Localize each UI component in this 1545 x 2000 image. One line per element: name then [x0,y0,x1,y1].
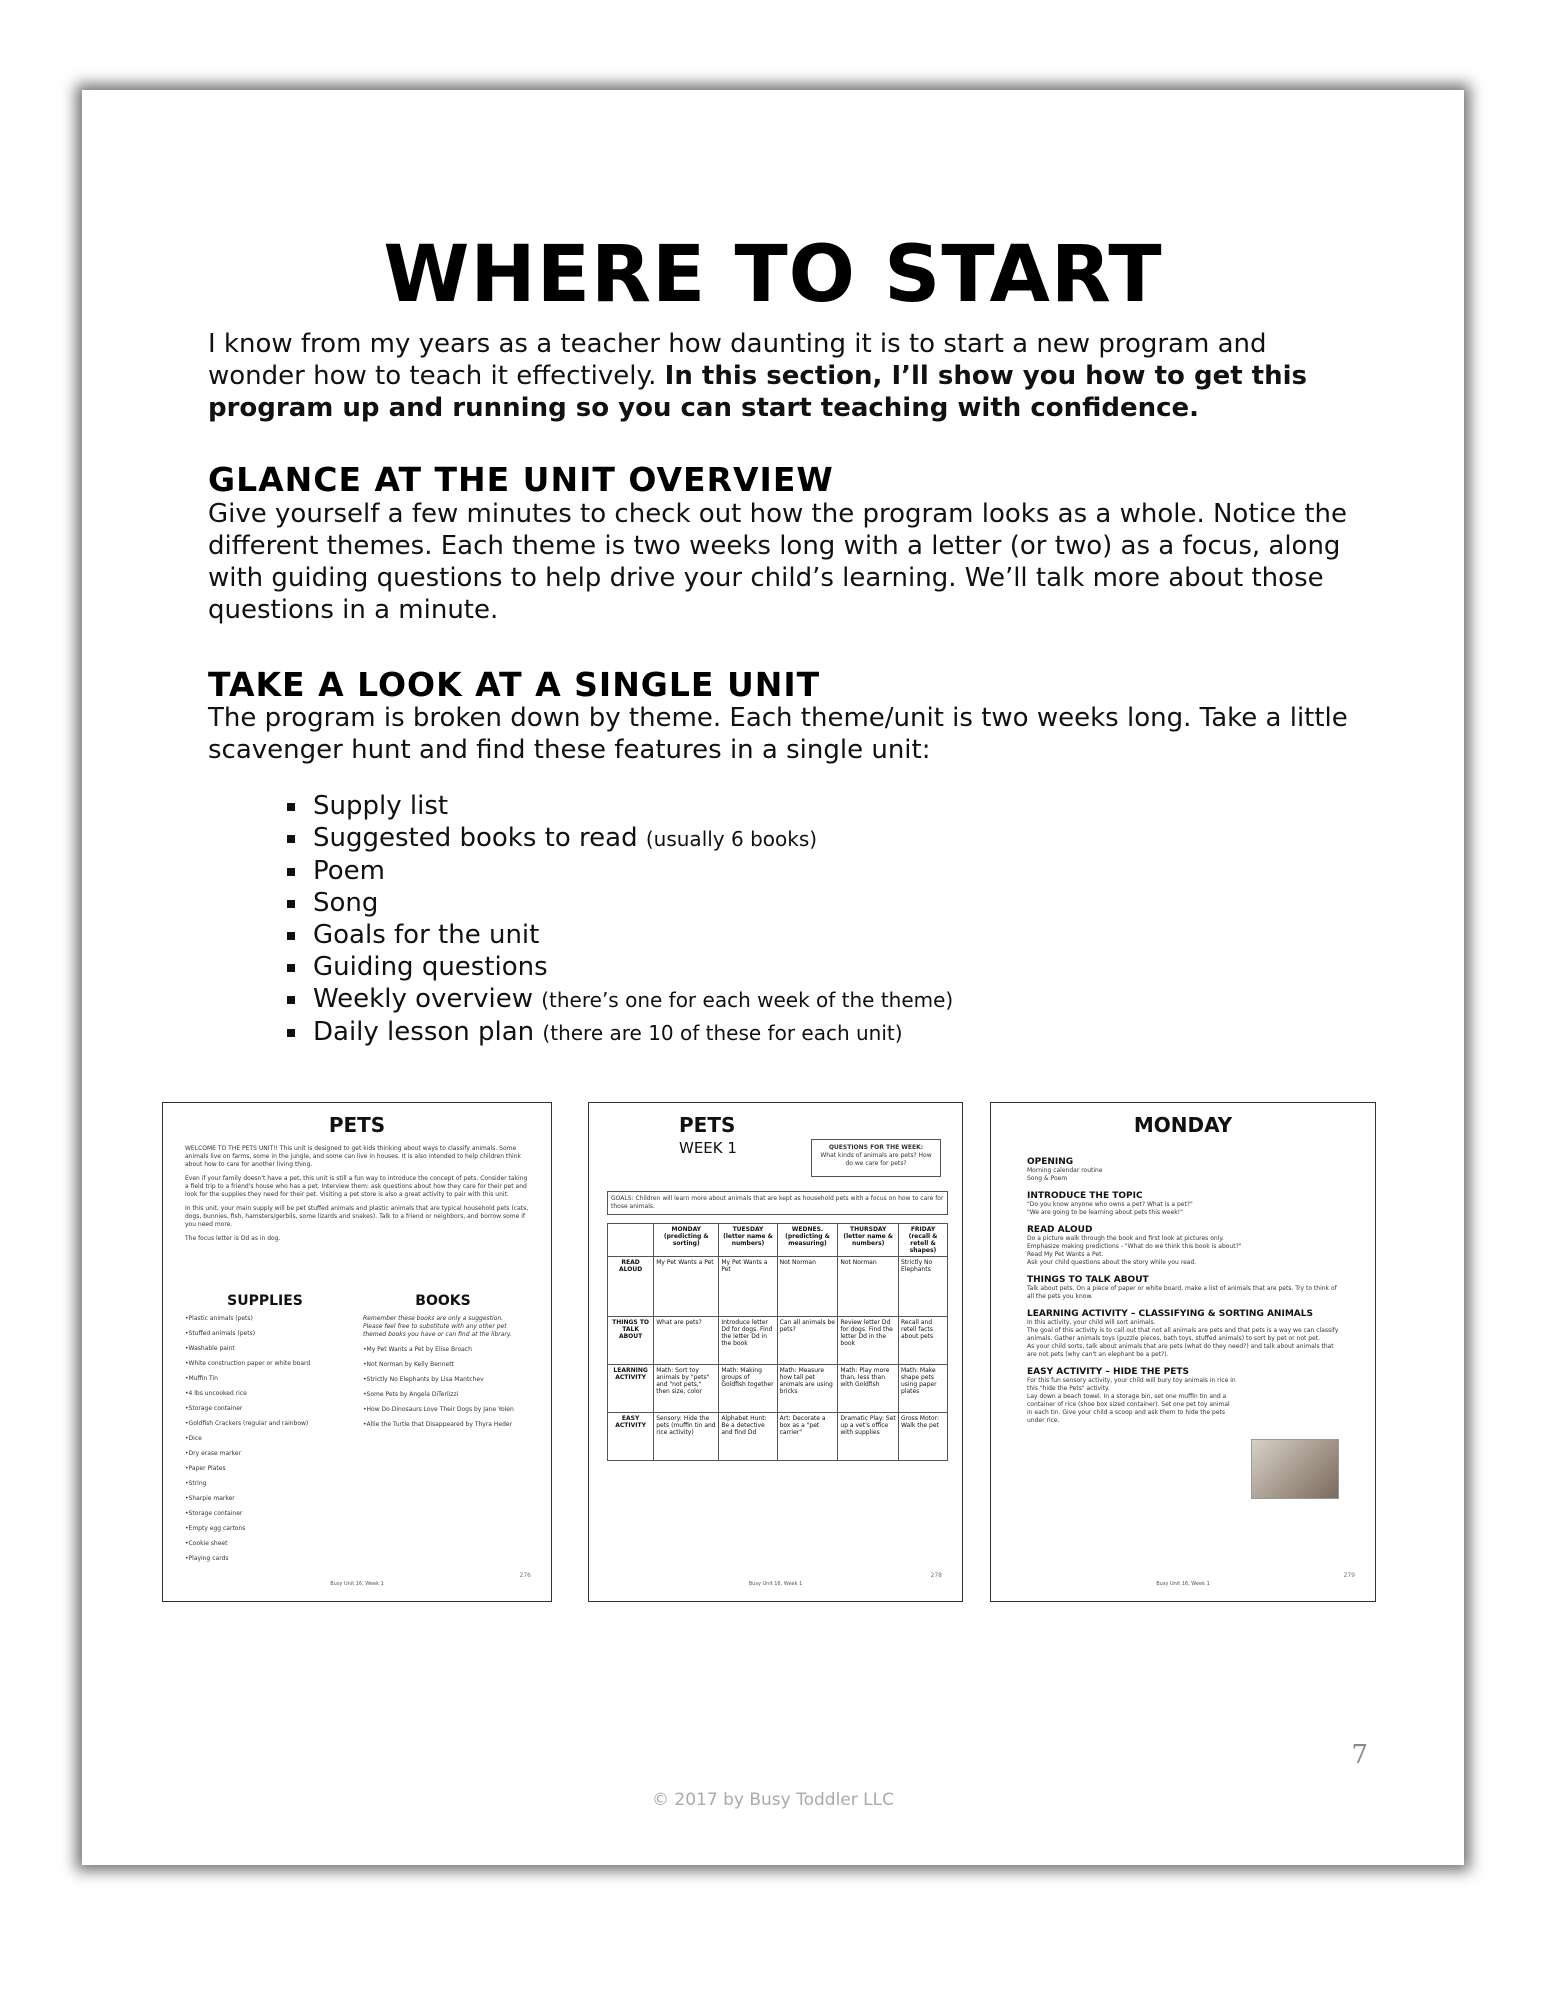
lesson-section-line: Morning calendar routine [1027,1167,1103,1174]
document-page [82,90,1464,1865]
lesson-section-heading: LEARNING ACTIVITY – CLASSIFYING & SORTING ANIMALS [1027,1309,1313,1319]
feature-note: (there’s one for each week of the theme) [541,988,954,1012]
feature-item [287,790,953,822]
feature-label: Supply list [313,791,449,821]
supply-item: •Dice [185,1435,202,1442]
feature-item [287,822,953,855]
table-cell: My Pet Wants a Pet [719,1257,777,1317]
intro-plain-text: I know from my years as a teacher how daunting it is to start a new program and wonder how to teach it effectively. [208,329,1267,391]
table-cell: Not Norman [838,1257,899,1317]
lesson-sections [1027,1149,1345,1425]
table-cell: Math: Measure how tall pet animals are using bricks [777,1365,838,1413]
section-heading-unit-overview: GLANCE AT THE UNIT OVERVIEW [208,460,834,499]
goals-box: GOALS: Children will learn more about animals that are kept as household pets with a focus on how to care for those animals. [607,1191,948,1215]
feature-label: Song [313,888,379,918]
thumbnail-page-number: 276 [519,1572,531,1579]
section-body-unit-overview: Give yourself a few minutes to check out how the program looks as a whole. Notice the different themes. Each theme is two weeks long with a letter (or two) as a focus, along with guiding questions to help drive your child’s learning. We’ll talk more about those questions in a minute. [208,499,1347,625]
section-heading-single-unit: TAKE A LOOK AT A SINGLE UNIT [208,665,821,704]
supply-item: •Goldfish Crackers (regular and rainbow) [185,1420,309,1427]
books-heading: BOOKS [415,1293,471,1309]
feature-item [287,855,953,887]
page-number: 7 [1351,1740,1368,1770]
thumbnail-footer: Busy Unit 16, Week 1 [748,1581,803,1587]
feature-label: Goals for the unit [313,920,540,950]
book-item: •Strictly No Elephants by Lisa Mantchev [363,1376,484,1383]
table-header-row [608,1224,948,1257]
table-row [608,1413,948,1461]
books-note: Remember these books are only a suggestion. Please feel free to substitute with any other pet themed books you have or can find at the library. [363,1315,512,1338]
lesson-section-line: Ask your child questions about the story while you read. [1027,1259,1197,1266]
intro-paragraph [208,328,1348,424]
feature-label: Guiding questions [313,952,548,982]
feature-list [287,790,953,1049]
supply-item: •String [185,1480,207,1487]
book-item: •Allie the Turtle that Disappeared by Thyra Heder [363,1421,513,1428]
feature-note: (there are 10 of these for each unit) [542,1021,903,1045]
row-label: READ ALOUD [608,1257,654,1317]
lesson-section-line: Lay down a beach towel. In a storage bin, set one muffin tin and a container of rice (shoe box sized container). Set one pet toy animal in each tin. Give your child a scoop and ask them to hide the pets under rice. [1027,1393,1230,1424]
day-header: WEDNES. (predicting & measuring) [777,1224,838,1257]
lesson-section-line: Talk about pets. On a piece of paper or white board, make a list of animals that are pets. Try to think of all the pets you know. [1027,1285,1337,1300]
lesson-section-heading: INTRODUCE THE TOPIC [1027,1191,1143,1201]
lesson-section-line: Read My Pet Wants a Pet. [1027,1251,1104,1258]
lesson-section-line: "Do you know anyone who owns a pet? What is a pet?" [1027,1201,1193,1208]
supply-item: •Sharpie marker [185,1495,235,1502]
table-cell: What are pets? [654,1317,719,1365]
books-column [363,1293,523,1436]
thumbnail-footer: Busy Unit 16, Week 1 [1156,1581,1210,1587]
copyright-footer: © 2017 by Busy Toddler LLC [652,1790,894,1810]
day-header: TUESDAY (letter name & numbers) [719,1224,777,1257]
thumbnail-title: MONDAY [1133,1113,1233,1137]
thumbnail-intro [185,1145,529,1249]
row-label: LEARNING ACTIVITY [608,1365,654,1413]
supply-item: •White construction paper or white board [185,1360,311,1367]
table-cell: Art: Decorate a box as a "pet carrier" [777,1413,838,1461]
day-header: THURSDAY (letter name & numbers) [838,1224,899,1257]
feature-note: (usually 6 books) [645,827,818,851]
table-row [608,1317,948,1365]
table-cell: Math: Play more than, less than with Goldfish [838,1365,899,1413]
thumbnail-intro-line: WELCOME TO THE PETS UNIT!! This unit is designed to get kids thinking about ways to classify animals. Some animals live on farms, some in the jungle, and some can live in houses. It is also intended to help children think about how to care for another living thing. [185,1145,522,1168]
week-label: WEEK 1 [679,1139,737,1157]
table-corner-cell [608,1224,654,1257]
lesson-section-line: Do a picture walk through the book and first look at pictures only. [1027,1235,1224,1242]
feature-label: Daily lesson plan [313,1017,535,1047]
supply-item: •Washable paint [185,1345,235,1352]
supply-item: •Playing cards [185,1555,229,1562]
table-cell: Introduce letter Dd for dogs. Find the letter Dd in the book [719,1317,777,1365]
thumbnail-title: PETS [679,1113,736,1137]
day-header: MONDAY (predicting & sorting) [654,1224,719,1257]
lesson-section-line: Emphasize making predictions - "What do we think this book is about?" [1027,1243,1242,1250]
supply-item: •Dry erase marker [185,1450,242,1457]
book-item: •How Do Dinosaurs Love Their Dogs by Jane Yolen [363,1406,514,1413]
intro-bold-text: In this section, I’ll show you how to get this program up and running so you can start teaching with confidence. [208,361,1308,423]
feature-item [287,951,953,983]
thumbnail-daily-lesson [990,1102,1376,1602]
activity-photo [1251,1439,1339,1499]
table-cell: Can all animals be pets? [777,1317,838,1365]
table-cell: Review letter Dd for dogs. Find the letter Dd in the book [838,1317,899,1365]
thumbnail-page-number: 278 [930,1572,942,1579]
row-label: EASY ACTIVITY [608,1413,654,1461]
thumbnail-weekly-overview [588,1102,963,1602]
feature-item [287,919,953,951]
thumbnail-intro-line: Even if your family doesn't have a pet, this unit is still a fun way to introduce the concept of pets. Consider taking a field trip to a friend's house who has a pet. Interview them: ask questions about how they care for their pet and look for the supplies they need for their pet. Visiting a pet store is also a great activity to pair with this unit. [185,1175,528,1198]
supply-item: •Paper Plates [185,1465,226,1472]
feature-item [287,887,953,919]
supply-item: •Stuffed animals (pets) [185,1330,256,1337]
table-cell: Alphabet Hunt: Be a detective and find Dd [719,1413,777,1461]
supply-item: •Storage container [185,1510,243,1517]
row-label: THINGS TO TALK ABOUT [608,1317,654,1365]
table-cell: Not Norman [777,1257,838,1317]
lesson-section-line: For this fun sensory activity, your child will bury toy animals in rice in this "hide the Pets" activity. [1027,1377,1236,1392]
supply-item: •Empty egg cartons [185,1525,246,1532]
lesson-section-line: As your child sorts, talk about animals that are pets (what do they need?) and talk about animals that are not pets (why can't an elephant be a pet?). [1027,1343,1334,1358]
weekly-table [607,1223,948,1461]
lesson-section-heading: THINGS TO TALK ABOUT [1027,1275,1149,1285]
thumbnail-pets-overview [162,1102,552,1602]
lesson-section-heading: READ ALOUD [1027,1225,1093,1235]
table-cell: My Pet Wants a Pet [654,1257,719,1317]
table-cell: Math: Make shape pets using paper plates [898,1365,947,1413]
lesson-section-heading: OPENING [1027,1157,1074,1167]
questions-box [811,1139,941,1177]
table-cell: Gross Motor: Walk the pet [898,1413,947,1461]
lesson-section-heading: EASY ACTIVITY – HIDE THE PETS [1027,1367,1189,1377]
table-row [608,1257,948,1317]
feature-label: Suggested books to read [313,823,638,853]
book-item: •Not Norman by Kelly Bennett [363,1361,454,1368]
day-header: FRIDAY (recall & retell & shapes) [898,1224,947,1257]
table-cell: Strictly No Elephants [898,1257,947,1317]
table-cell: Math: Making groups of Goldfish together [719,1365,777,1413]
book-item: •My Pet Wants a Pet by Elise Broach [363,1346,472,1353]
table-cell: Math: Sort toy animals by "pets" and "not pets," then size, color [654,1365,719,1413]
thumbnail-intro-line: In this unit, your main supply will be pet stuffed animals and plastic animals that are typical household pets (cats, dogs, bunnies, fish, hamsters/gerbils, some lizards and snakes). Talk to a friend or neighbors, and borrow some if you need more. [185,1205,529,1228]
supply-item: •4 lbs uncooked rice [185,1390,247,1397]
questions-heading: QUESTIONS FOR THE WEEK: [828,1144,924,1151]
supply-item: •Muffin Tin [185,1375,218,1382]
thumbnail-page-number: 279 [1343,1572,1355,1579]
feature-item [287,983,953,1016]
supplies-column [185,1293,345,1570]
thumbnail-footer: Busy Unit 16, Week 1 [330,1581,384,1587]
feature-item [287,1016,953,1049]
lesson-section-line: The goal of this activity is to call out that not all animals are pets and that pets is a way we can classify animals. Gather animals toys (puzzle pieces, bath toys, stuffed animals) to sort by pet or not pet. [1027,1327,1339,1342]
thumbnail-intro-line: The focus letter is Dd as in dog. [185,1235,281,1242]
supply-item: •Plastic animals (pets) [185,1315,253,1322]
lesson-section-line: Song & Poem [1027,1175,1068,1182]
feature-label: Poem [313,856,385,886]
table-cell: Recall and retell facts about pets [898,1317,947,1365]
lesson-section-line: In this activity, your child will sort animals. [1027,1319,1156,1326]
supplies-heading: SUPPLIES [227,1293,303,1309]
feature-label: Weekly overview [313,984,533,1014]
supply-item: •Storage container [185,1405,243,1412]
page-title: WHERE TO START [383,230,1163,320]
section-body-single-unit: The program is broken down by theme. Each theme/unit is two weeks long. Take a little scavenger hunt and find these features in a single unit: [208,703,1348,765]
thumbnail-title: PETS [328,1113,386,1137]
table-cell: Dramatic Play: Set up a vet's office with supplies [838,1413,899,1461]
supply-item: •Cookie sheet [185,1540,228,1547]
table-row [608,1365,948,1413]
table-cell: Sensory: Hide the pets (muffin tin and rice activity) [654,1413,719,1461]
lesson-section-line: "We are going to be learning about pets this week!" [1027,1209,1183,1216]
book-item: •Some Pets by Angela DiTerlizzi [363,1391,459,1398]
questions-text: What kinds of animals are pets? How do we care for pets? [820,1152,932,1167]
